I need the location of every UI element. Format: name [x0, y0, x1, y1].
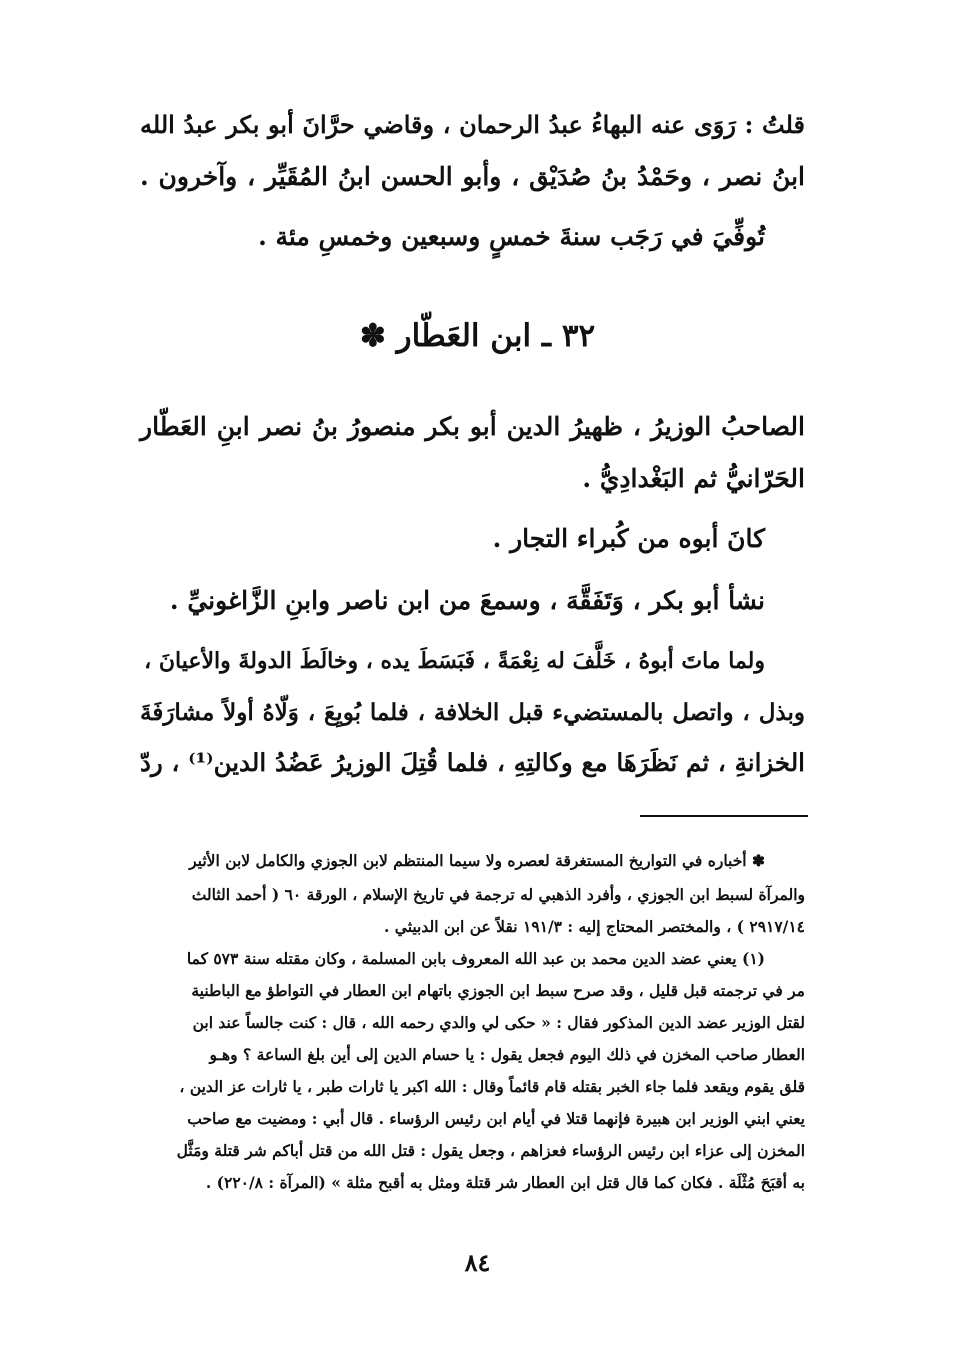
footnote-line-6: لقتل الوزير عضد الدين المذكور فقال : « حكى لي والدي رحمه الله ، قال : كنت جالساً عند ابن	[192, 1013, 805, 1032]
footnote-line-10: المخزن إلى عزاء ابن رئيس الرؤساء فعزاهم ، وجعل يقول : قتل الله من قتل أباكم شر قتلة ومَثَّل	[176, 1141, 805, 1160]
footnote-line-3: ٢٩١٧/١٤ ) ، والمختصر المحتاج إليه : ١٩١/٣ نقلاً عن ابن الدبيثي .	[383, 917, 805, 936]
footnote-line-2: والمرآة لسبط ابن الجوزي ، وأفرد الذهبي له ترجمة في تاريخ الإسلام ، الورقة ٦٠ ( أحمد الثالث	[191, 885, 805, 904]
body-line-6: وبذل ، واتصل بالمستضيء قبل الخلافة ، فلما بُويِعَ ، وَلّاهُ أولاً مشارَفَةَ	[140, 699, 805, 726]
body-line-2: الحَرّانيُّ ثم البَغْدادِيُّ .	[582, 464, 805, 493]
body-line-7: الخزانةِ ، ثم نَظَرَهَا مع وكالتِهِ ، فلما قُتِلَ الوزيرُ عَضُدُ الدين⁽¹⁾ ، ردّ	[140, 748, 805, 777]
footnote-line-8: قلق يقوم ويقعد فلما جاء الخبر بقتله قام قائماً وقال : الله اكبر يا ثارات طبر ، يا ثارات عز الدين ،	[179, 1077, 805, 1096]
footnote-line-5: مر في ترجمته قبل قليل ، وقد صرح سبط ابن الجوزي باتهام ابن العطار في التواطؤ مع الباطنية	[191, 981, 805, 1000]
body-line-5: ولما ماتَ أبوهُ ، خَلَّفَ له نِعْمَةً ، فَبَسَطَ يده ، وخالَطَ الدولةَ والأعيانَ ،	[144, 648, 765, 674]
footnote-line-4: (١) يعني عضد الدين محمد بن عبد الله المعروف بابن المسلمة ، وكان مقتله سنة ٥٧٣ كما	[186, 949, 765, 968]
footnote-separator	[640, 815, 808, 817]
section-heading: ٣٢ ـ ابن العَطّار ✽	[359, 318, 596, 354]
intro-line-2: ابنُ نصر ، وحَمْدُ بنُ صُدَيْق ، وأبو الحسن ابنُ المُقَيِّر ، وآخرون .	[140, 162, 805, 191]
page-number: ٨٤	[464, 1248, 491, 1277]
body-line-3: كانَ أبوه من كُبراء التجار .	[492, 524, 765, 553]
footnote-line-1: ✽ أخباره في التواريخ المستغرقة لعصره ولا سيما المنتظم لابن الجوزي والكامل لابن الأثير	[189, 851, 765, 870]
body-line-1: الصاحبُ الوزيرُ ، ظهيرُ الدين أبو بكر منصورُ بنُ نصر ابنِ العَطّار	[140, 412, 805, 441]
body-line-4: نشأ أبو بكر ، وَتَفَقَّهَ ، وسمعَ من ابن ناصر وابنِ الزَّاغونيِّ .	[169, 586, 765, 615]
intro-line-3: تُوفِّيَ في رَجَب سنةَ خمسٍ وسبعين وخمسِ مئة .	[258, 222, 765, 251]
intro-line-1: قلتُ : رَوَى عنه البهاءُ عبدُ الرحمان ، وقاضي حرَّانَ أبو بكر عبدُ الله	[140, 110, 805, 139]
footnote-line-11: به أقبَحَ مُثْلَة . فكان كما قال قتل ابن العطار شر قتلة ومثل به أقبح مثلة » (المرآة : ٢٢٠/٨) .	[205, 1173, 805, 1192]
footnote-line-9: يعني ابني الوزير ابن هبيرة فإنهما قتلا في أيام ابن رئيس الرؤساء . قال أبي : ومضيت مع صاحب	[187, 1109, 805, 1128]
footnote-line-7: العطار صاحب المخزن في ذلك اليوم فجعل يقول : يا حسام الدين إلى أين بلغ الساعة ؟ وهـو	[209, 1045, 805, 1064]
